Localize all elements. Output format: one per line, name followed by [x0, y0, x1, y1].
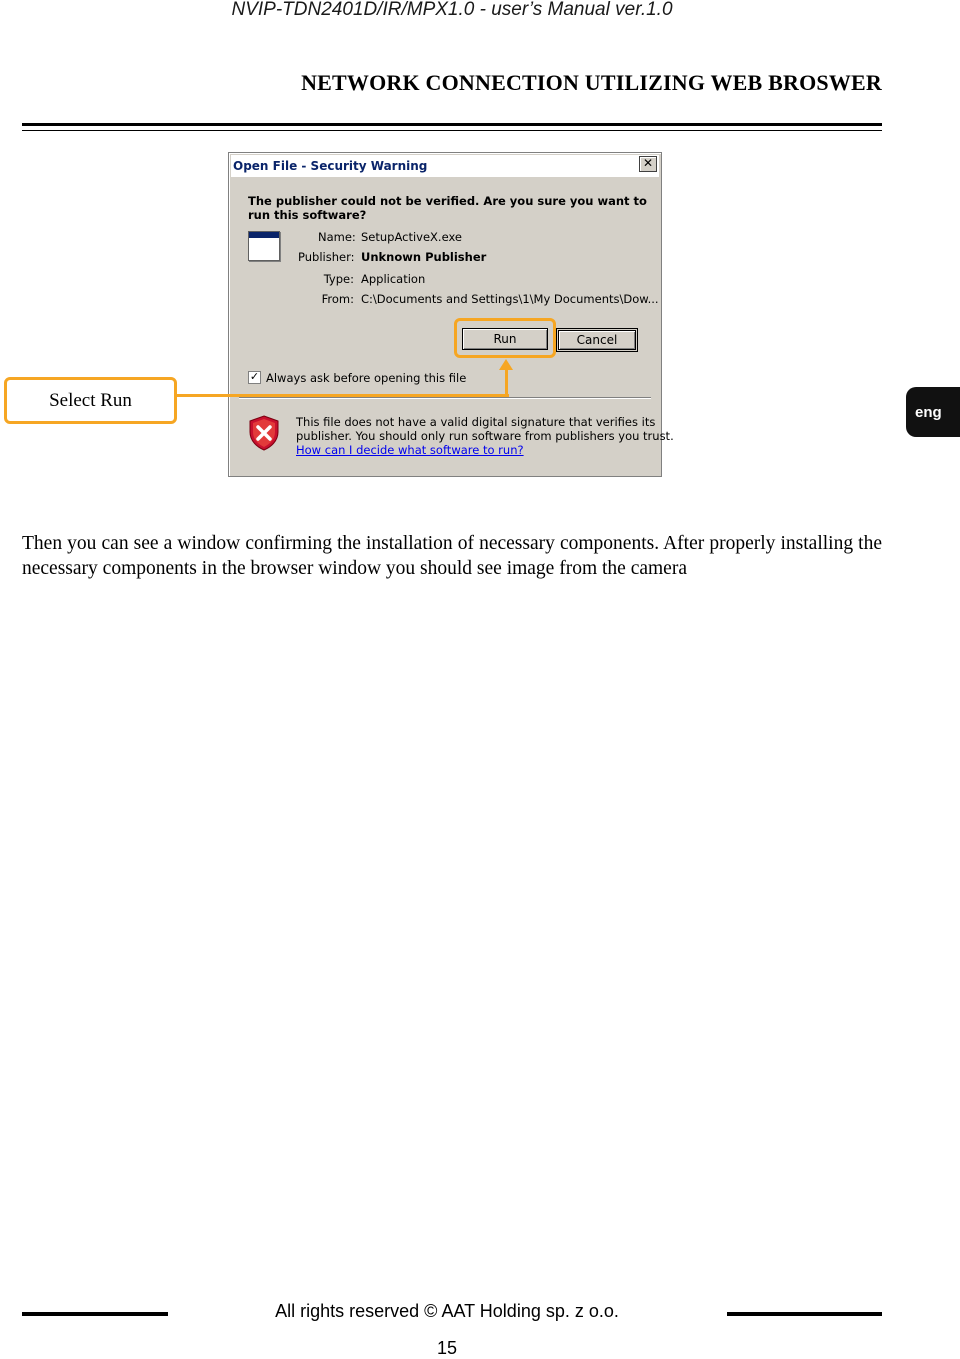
language-tab-label: eng: [915, 403, 942, 421]
security-warning-dialog: [228, 152, 674, 477]
dialog-titlebar: [231, 155, 659, 177]
field-value-publisher: Unknown Publisher: [361, 250, 487, 264]
cancel-button[interactable]: Cancel: [558, 330, 636, 350]
body-paragraph: Then you can see a window confirming the installation of necessary components. After properly installing the necessary components in the browser window you should see image from the camera: [22, 533, 882, 579]
field-value-from: C:\Documents and Settings\1\My Documents\Dow...: [361, 292, 659, 306]
section-title: NETWORK CONNECTION UTILIZING WEB BROSWER: [301, 70, 882, 95]
field-label-from: From:: [321, 292, 354, 306]
field-label-type: Type:: [323, 272, 354, 286]
language-tab: [906, 387, 960, 437]
run-button[interactable]: Run: [462, 328, 548, 350]
warning-text-line-2: publisher. You should only run software from publishers you trust.: [296, 429, 674, 443]
always-ask-checkbox[interactable]: [248, 371, 261, 384]
security-shield-icon: [248, 415, 280, 451]
checkmark-icon: ✓: [249, 370, 260, 383]
dialog-question-line-2: run this software?: [248, 208, 367, 222]
page-number: 15: [436, 1338, 458, 1358]
document-title: NVIP-TDN2401D/IR/MPX1.0 - user’s Manual ver.1.0: [231, 0, 673, 20]
help-link-text[interactable]: How can I decide what software to run?: [296, 443, 524, 457]
document-header: [0, 0, 960, 20]
always-ask-label: Always ask before opening this file: [266, 371, 467, 385]
dialog-question-line-1: The publisher could not be verified. Are you sure you want to: [248, 194, 647, 208]
dialog-separator: [239, 397, 651, 398]
title-rule-thin: [22, 130, 882, 131]
callout-label: Select Run: [49, 389, 132, 411]
help-link[interactable]: [296, 443, 524, 457]
close-button[interactable]: [639, 156, 657, 172]
field-value-name: SetupActiveX.exe: [361, 230, 462, 244]
callout-connector-horizontal: [177, 394, 509, 397]
application-window-icon: [248, 231, 280, 261]
field-label-name: Name:: [318, 230, 356, 244]
field-label-publisher: Publisher:: [298, 250, 355, 264]
select-run-callout: [4, 377, 177, 424]
footer-copyright: All rights reserved © AAT Holding sp. z o.o.: [275, 1301, 619, 1321]
warning-text-line-1: This file does not have a valid digital signature that verifies its: [296, 415, 656, 429]
arrow-up-icon: [499, 359, 513, 370]
title-rule-thick: [22, 123, 882, 126]
close-icon: ✕: [642, 156, 654, 170]
field-value-type: Application: [361, 272, 426, 286]
callout-connector-vertical: [505, 368, 508, 397]
dialog-title: Open File - Security Warning: [233, 159, 428, 173]
